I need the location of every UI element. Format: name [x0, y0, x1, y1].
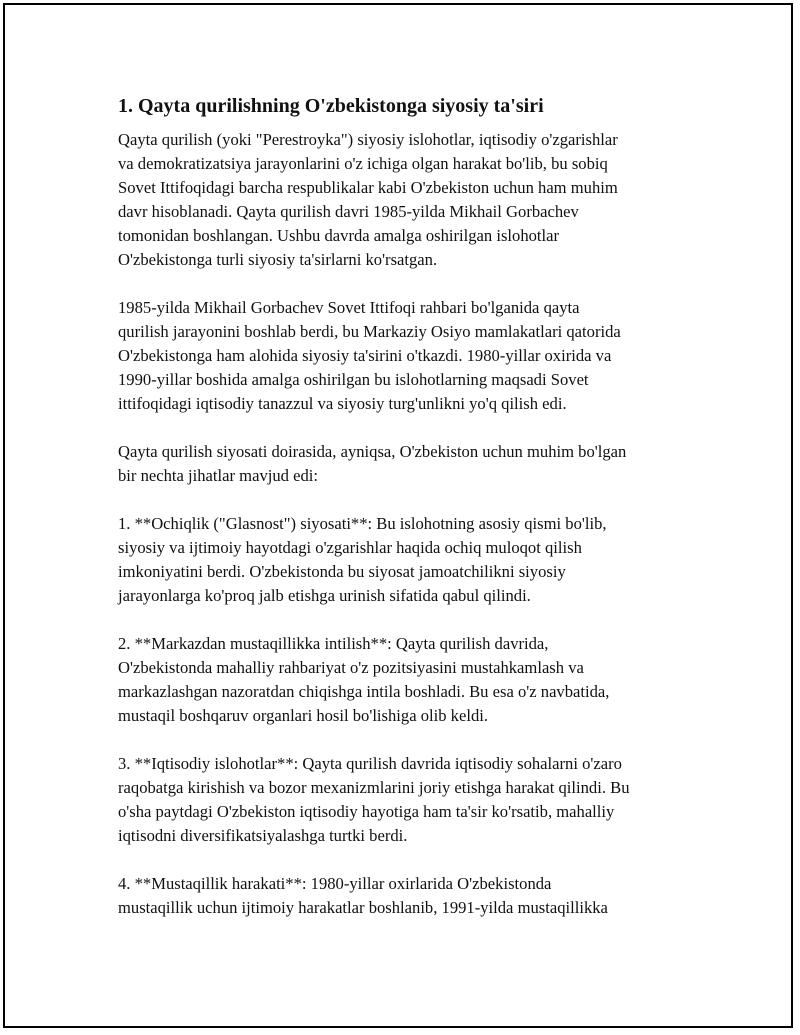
paragraph — [118, 128, 698, 272]
text-line: Qayta qurilish (yoki "Perestroyka") siyosiy islohotlar, iqtisodiy o'zgarishlar — [118, 130, 618, 149]
text-line: markazlashgan nazoratdan chiqishga intila boshladi. Bu esa o'z navbatida, — [118, 682, 610, 701]
text-line: mustaqillik uchun ijtimoiy harakatlar boshlanib, 1991-yilda mustaqillikka — [118, 898, 608, 917]
text-line: 1985-yilda Mikhail Gorbachev Sovet Ittifoqi rahbari bo'lganida qayta — [118, 298, 580, 317]
text-line: 4. **Mustaqillik harakati**: 1980-yillar oxirlarida O'zbekistonda — [118, 874, 552, 893]
text-line: 3. **Iqtisodiy islohotlar**: Qayta qurilish davrida iqtisodiy sohalarni o'zaro — [118, 754, 622, 773]
text-line: O'zbekistonga ham alohida siyosiy ta'sirini o'tkazdi. 1980-yillar oxirida va — [118, 346, 612, 365]
text-line: bir nechta jihatlar mavjud edi: — [118, 466, 318, 485]
paragraph — [118, 296, 698, 416]
paragraph — [118, 512, 698, 608]
text-line: iqtisodni diversifikatsiyalashga turtki berdi. — [118, 826, 408, 845]
text-line: 1990-yillar boshida amalga oshirilgan bu islohotlarning maqsadi Sovet — [118, 370, 589, 389]
text-line: jarayonlarga ko'proq jalb etishga urinish sifatida qabul qilindi. — [118, 586, 531, 605]
text-line: 1. **Ochiqlik ("Glasnost") siyosati**: Bu islohotning asosiy qismi bo'lib, — [118, 514, 607, 533]
text-line: o'sha paytdagi O'zbekiston iqtisodiy hayotiga ham ta'sir ko'rsatib, mahalliy — [118, 802, 615, 821]
text-line: va demokratizatsiya jarayonlarini o'z ichiga olgan harakat bo'lib, bu sobiq — [118, 154, 608, 173]
text-line: O'zbekistonga turli siyosiy ta'sirlarni ko'rsatgan. — [118, 250, 438, 269]
text-line: Sovet Ittifoqidagi barcha respublikalar kabi O'zbekiston uchun ham muhim — [118, 178, 618, 197]
paragraph — [118, 872, 698, 920]
document-title: 1. Qayta qurilishning O'zbekistonga siyosiy ta'siri — [118, 95, 544, 117]
text-line: Qayta qurilish siyosati doirasida, ayniqsa, O'zbekiston uchun muhim bo'lgan — [118, 442, 627, 461]
text-line: tomonidan boshlangan. Ushbu davrda amalga oshirilgan islohotlar — [118, 226, 560, 245]
text-line: qurilish jarayonini boshlab berdi, bu Markaziy Osiyo mamlakatlari qatorida — [118, 322, 621, 341]
paragraph-list — [118, 128, 698, 920]
text-line: davr hisoblanadi. Qayta qurilish davri 1985-yilda Mikhail Gorbachev — [118, 202, 579, 221]
text-line: siyosiy va ijtimoiy hayotdagi o'zgarishlar haqida ochiq muloqot qilish — [118, 538, 582, 557]
text-line: mustaqil boshqaruv organlari hosil bo'lishiga olib keldi. — [118, 706, 489, 725]
text-line: raqobatga kirishish va bozor mexanizmlarini joriy etishga harakat qilindi. Bu — [118, 778, 630, 797]
text-line: ittifoqidagi iqtisodiy tanazzul va siyosiy turg'unlikni yo'q qilish edi. — [118, 394, 567, 413]
paragraph — [118, 752, 698, 848]
paragraph — [118, 632, 698, 728]
document-body — [118, 92, 698, 944]
paragraph — [118, 440, 698, 488]
text-line: imkoniyatini berdi. O'zbekistonda bu siyosat jamoatchilikni siyosiy — [118, 562, 566, 581]
text-line: O'zbekistonda mahalliy rahbariyat o'z pozitsiyasini mustahkamlash va — [118, 658, 584, 677]
text-line: 2. **Markazdan mustaqillikka intilish**: Qayta qurilish davrida, — [118, 634, 549, 653]
